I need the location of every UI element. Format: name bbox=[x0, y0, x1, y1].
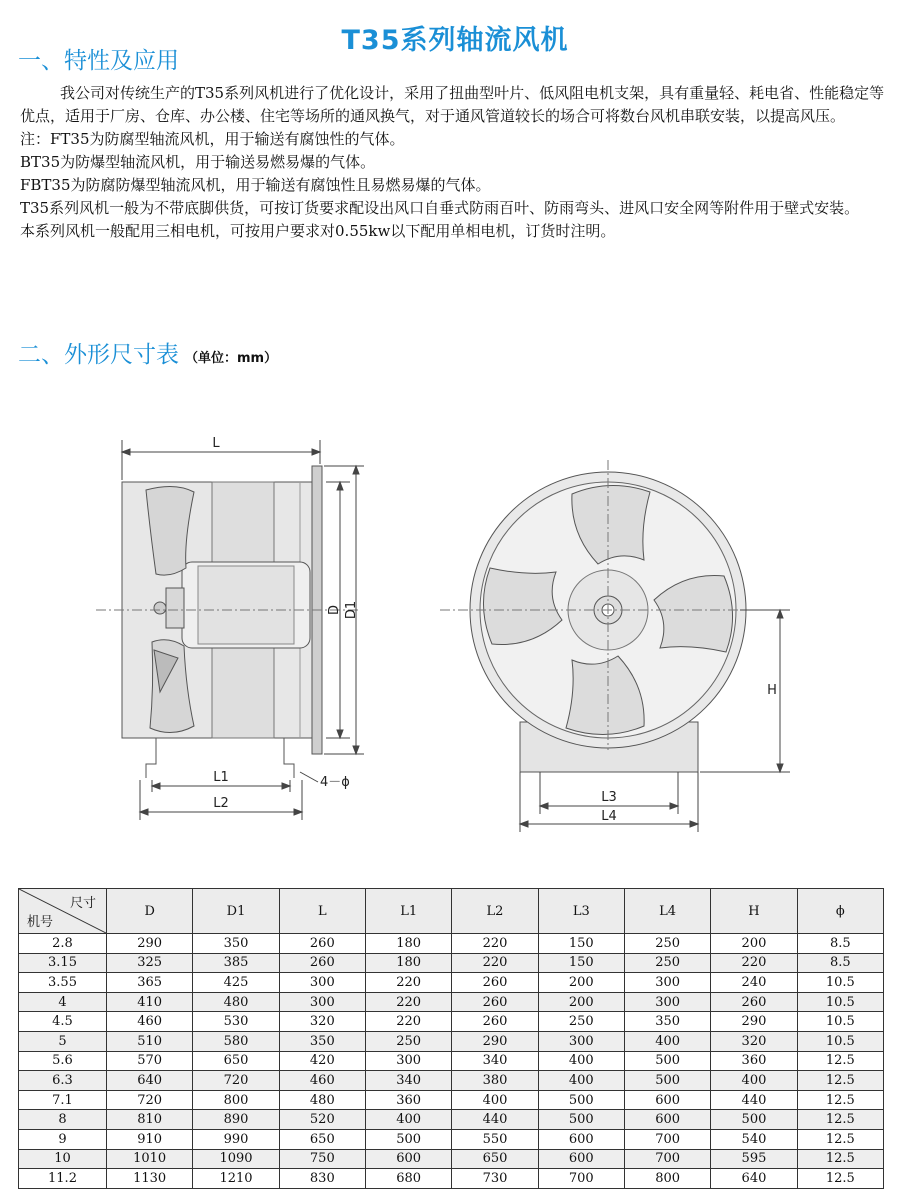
front-view-drawing bbox=[440, 460, 790, 832]
table-cell: 290 bbox=[452, 1031, 538, 1051]
table-row bbox=[19, 1012, 884, 1032]
column-header: H bbox=[711, 889, 797, 934]
table-cell: 325 bbox=[107, 953, 193, 973]
table-cell: 250 bbox=[624, 934, 710, 954]
table-cell: 300 bbox=[365, 1051, 451, 1071]
dim-label-l3: L3 bbox=[601, 790, 617, 805]
table-row bbox=[19, 1031, 884, 1051]
table-cell: 250 bbox=[365, 1031, 451, 1051]
table-cell: 12.5 bbox=[797, 1071, 883, 1091]
table-cell: 510 bbox=[107, 1031, 193, 1051]
dim-label-l2: L2 bbox=[213, 796, 229, 811]
table-cell: 550 bbox=[452, 1129, 538, 1149]
table-cell: 640 bbox=[107, 1071, 193, 1091]
table-cell: 240 bbox=[711, 973, 797, 993]
side-view-drawing bbox=[96, 440, 364, 820]
table-cell: 420 bbox=[279, 1051, 365, 1071]
table-cell: 220 bbox=[711, 953, 797, 973]
table-cell: 910 bbox=[107, 1129, 193, 1149]
table-cell: 700 bbox=[624, 1129, 710, 1149]
table-cell: 500 bbox=[365, 1129, 451, 1149]
table-cell: 650 bbox=[193, 1051, 279, 1071]
dim-label-l1: L1 bbox=[213, 770, 229, 785]
table-cell: 400 bbox=[452, 1090, 538, 1110]
table-corner-cell bbox=[19, 889, 107, 934]
table-cell: 385 bbox=[193, 953, 279, 973]
table-cell: 10.5 bbox=[797, 1031, 883, 1051]
table-cell: 650 bbox=[279, 1129, 365, 1149]
column-header: L1 bbox=[365, 889, 451, 934]
table-cell: 340 bbox=[452, 1051, 538, 1071]
model-number-cell: 3.15 bbox=[19, 953, 107, 973]
table-row bbox=[19, 934, 884, 954]
model-number-cell: 5 bbox=[19, 1031, 107, 1051]
model-number-cell: 8 bbox=[19, 1110, 107, 1130]
description bbox=[20, 82, 892, 243]
table-cell: 595 bbox=[711, 1149, 797, 1169]
table-cell: 440 bbox=[711, 1090, 797, 1110]
table-cell: 460 bbox=[279, 1071, 365, 1091]
table-cell: 700 bbox=[538, 1169, 624, 1189]
table-cell: 12.5 bbox=[797, 1110, 883, 1130]
table-cell: 320 bbox=[279, 1012, 365, 1032]
table-cell: 680 bbox=[365, 1169, 451, 1189]
table-cell: 250 bbox=[624, 953, 710, 973]
table-cell: 8.5 bbox=[797, 953, 883, 973]
table-cell: 8.5 bbox=[797, 934, 883, 954]
table-cell: 260 bbox=[711, 992, 797, 1012]
corner-label-model: 机号 bbox=[27, 915, 54, 930]
table-cell: 300 bbox=[279, 992, 365, 1012]
table-cell: 400 bbox=[538, 1051, 624, 1071]
table-cell: 530 bbox=[193, 1012, 279, 1032]
description-accessories: T35系列风机一般为不带底脚供货，可按订货要求配设出风口自垂式防雨百叶、防雨弯头、进风口安全网等附件用于壁式安装。 bbox=[20, 199, 860, 217]
table-cell: 800 bbox=[193, 1090, 279, 1110]
table-cell: 360 bbox=[365, 1090, 451, 1110]
table-row bbox=[19, 1149, 884, 1169]
table-cell: 640 bbox=[711, 1169, 797, 1189]
table-cell: 300 bbox=[624, 973, 710, 993]
table-cell: 360 bbox=[711, 1051, 797, 1071]
table-cell: 150 bbox=[538, 953, 624, 973]
table-cell: 500 bbox=[624, 1051, 710, 1071]
table-cell: 990 bbox=[193, 1129, 279, 1149]
description-paragraph: 我公司对传统生产的T35系列风机进行了优化设计，采用了扭曲型叶片、低风阻电机支架，具有重量轻、耗电省、性能稳定等优点，适用于厂房、仓库、办公楼、住宅等场所的通风换气，对于通风管道较长的场合可将数台风机串联安装，以提高风压。 bbox=[20, 84, 885, 125]
table-cell: 260 bbox=[452, 1012, 538, 1032]
table-cell: 520 bbox=[279, 1110, 365, 1130]
table-cell: 650 bbox=[452, 1149, 538, 1169]
table-cell: 730 bbox=[452, 1169, 538, 1189]
table-cell: 220 bbox=[365, 992, 451, 1012]
table-cell: 300 bbox=[279, 973, 365, 993]
table-cell: 480 bbox=[193, 992, 279, 1012]
table-cell: 400 bbox=[365, 1110, 451, 1130]
table-cell: 810 bbox=[107, 1110, 193, 1130]
dim-label-l4: L4 bbox=[601, 809, 617, 824]
table-cell: 410 bbox=[107, 992, 193, 1012]
table-cell: 220 bbox=[365, 973, 451, 993]
column-header: L4 bbox=[624, 889, 710, 934]
column-header: D1 bbox=[193, 889, 279, 934]
dim-label-hole: 4－ϕ bbox=[320, 775, 350, 790]
column-header: L3 bbox=[538, 889, 624, 934]
section-heading-dimensions bbox=[18, 336, 277, 369]
table-cell: 540 bbox=[711, 1129, 797, 1149]
corner-label-dimension: 尺寸 bbox=[69, 896, 96, 911]
dim-label-h: H bbox=[767, 683, 777, 698]
table-cell: 200 bbox=[711, 934, 797, 954]
table-cell: 580 bbox=[193, 1031, 279, 1051]
table-row bbox=[19, 1071, 884, 1091]
table-row bbox=[19, 992, 884, 1012]
model-number-cell: 7.1 bbox=[19, 1090, 107, 1110]
table-cell: 460 bbox=[107, 1012, 193, 1032]
table-cell: 260 bbox=[279, 953, 365, 973]
table-cell: 890 bbox=[193, 1110, 279, 1130]
table-cell: 750 bbox=[279, 1149, 365, 1169]
table-cell: 700 bbox=[624, 1149, 710, 1169]
table-cell: 570 bbox=[107, 1051, 193, 1071]
table-cell: 320 bbox=[711, 1031, 797, 1051]
table-cell: 200 bbox=[538, 973, 624, 993]
table-cell: 400 bbox=[538, 1071, 624, 1091]
fan-dimension-drawing bbox=[0, 400, 910, 860]
table-cell: 12.5 bbox=[797, 1129, 883, 1149]
table-cell: 250 bbox=[538, 1012, 624, 1032]
table-row bbox=[19, 953, 884, 973]
table-cell: 720 bbox=[107, 1090, 193, 1110]
table-header-row bbox=[19, 889, 884, 934]
dim-label-d: D bbox=[327, 604, 342, 616]
column-header: D bbox=[107, 889, 193, 934]
table-cell: 500 bbox=[711, 1110, 797, 1130]
column-header: L2 bbox=[452, 889, 538, 934]
table-cell: 425 bbox=[193, 973, 279, 993]
model-number-cell: 4.5 bbox=[19, 1012, 107, 1032]
description-note-ft35: 注：FT35为防腐型轴流风机，用于输送有腐蚀性的气体。 bbox=[20, 130, 405, 148]
dim-label-l: L bbox=[212, 436, 220, 451]
table-cell: 440 bbox=[452, 1110, 538, 1130]
table-cell: 600 bbox=[538, 1149, 624, 1169]
model-number-cell: 2.8 bbox=[19, 934, 107, 954]
table-cell: 600 bbox=[365, 1149, 451, 1169]
model-number-cell: 5.6 bbox=[19, 1051, 107, 1071]
column-header: ϕ bbox=[797, 889, 883, 934]
table-cell: 290 bbox=[711, 1012, 797, 1032]
table-body bbox=[19, 934, 884, 1189]
table-cell: 500 bbox=[624, 1071, 710, 1091]
table-cell: 12.5 bbox=[797, 1090, 883, 1110]
table-cell: 600 bbox=[624, 1110, 710, 1130]
table-cell: 400 bbox=[711, 1071, 797, 1091]
section-heading-features: 一、特性及应用 bbox=[18, 48, 179, 74]
table-cell: 220 bbox=[452, 934, 538, 954]
table-cell: 260 bbox=[279, 934, 365, 954]
table-row bbox=[19, 1169, 884, 1189]
table-cell: 260 bbox=[452, 973, 538, 993]
dim-label-d1: D1 bbox=[344, 600, 359, 620]
table-row bbox=[19, 973, 884, 993]
unit-note: （单位：mm） bbox=[185, 351, 278, 366]
table-cell: 340 bbox=[365, 1071, 451, 1091]
table-cell: 200 bbox=[538, 992, 624, 1012]
table-cell: 1210 bbox=[193, 1169, 279, 1189]
model-number-cell: 9 bbox=[19, 1129, 107, 1149]
table-cell: 1090 bbox=[193, 1149, 279, 1169]
section-heading-dimensions-text: 二、外形尺寸表 bbox=[18, 342, 179, 368]
table-cell: 365 bbox=[107, 973, 193, 993]
table-cell: 350 bbox=[193, 934, 279, 954]
table-cell: 12.5 bbox=[797, 1051, 883, 1071]
table-cell: 180 bbox=[365, 934, 451, 954]
table-cell: 290 bbox=[107, 934, 193, 954]
table-cell: 220 bbox=[365, 1012, 451, 1032]
table-row bbox=[19, 1051, 884, 1071]
table-cell: 350 bbox=[624, 1012, 710, 1032]
table-cell: 400 bbox=[624, 1031, 710, 1051]
table-row bbox=[19, 1110, 884, 1130]
model-number-cell: 10 bbox=[19, 1149, 107, 1169]
table-cell: 500 bbox=[538, 1090, 624, 1110]
table-cell: 10.5 bbox=[797, 973, 883, 993]
model-number-cell: 6.3 bbox=[19, 1071, 107, 1091]
description-note-fbt35: FBT35为防腐防爆型轴流风机，用于输送有腐蚀性且易燃易爆的气体。 bbox=[20, 176, 491, 194]
model-number-cell: 11.2 bbox=[19, 1169, 107, 1189]
table-cell: 1130 bbox=[107, 1169, 193, 1189]
table-cell: 300 bbox=[538, 1031, 624, 1051]
table-cell: 500 bbox=[538, 1110, 624, 1130]
table-cell: 260 bbox=[452, 992, 538, 1012]
table-cell: 150 bbox=[538, 934, 624, 954]
table-cell: 480 bbox=[279, 1090, 365, 1110]
table-cell: 800 bbox=[624, 1169, 710, 1189]
table-cell: 600 bbox=[624, 1090, 710, 1110]
table-cell: 600 bbox=[538, 1129, 624, 1149]
model-number-cell: 3.55 bbox=[19, 973, 107, 993]
table-cell: 380 bbox=[452, 1071, 538, 1091]
table-row bbox=[19, 1090, 884, 1110]
dimension-table bbox=[18, 888, 884, 1189]
table-cell: 12.5 bbox=[797, 1149, 883, 1169]
description-motor: 本系列风机一般配用三相电机，可按用户要求对0.55kw以下配用单相电机，订货时注明。 bbox=[20, 222, 616, 240]
table-cell: 720 bbox=[193, 1071, 279, 1091]
table-cell: 10.5 bbox=[797, 992, 883, 1012]
model-number-cell: 4 bbox=[19, 992, 107, 1012]
table-cell: 300 bbox=[624, 992, 710, 1012]
page-title: T35系列轴流风机 bbox=[341, 25, 569, 56]
description-note-bt35: BT35为防爆型轴流风机，用于输送易燃易爆的气体。 bbox=[20, 153, 376, 171]
table-cell: 180 bbox=[365, 953, 451, 973]
table-cell: 12.5 bbox=[797, 1169, 883, 1189]
table-cell: 830 bbox=[279, 1169, 365, 1189]
table-cell: 350 bbox=[279, 1031, 365, 1051]
table-cell: 10.5 bbox=[797, 1012, 883, 1032]
table-row bbox=[19, 1129, 884, 1149]
table-cell: 220 bbox=[452, 953, 538, 973]
column-header: L bbox=[279, 889, 365, 934]
table-cell: 1010 bbox=[107, 1149, 193, 1169]
